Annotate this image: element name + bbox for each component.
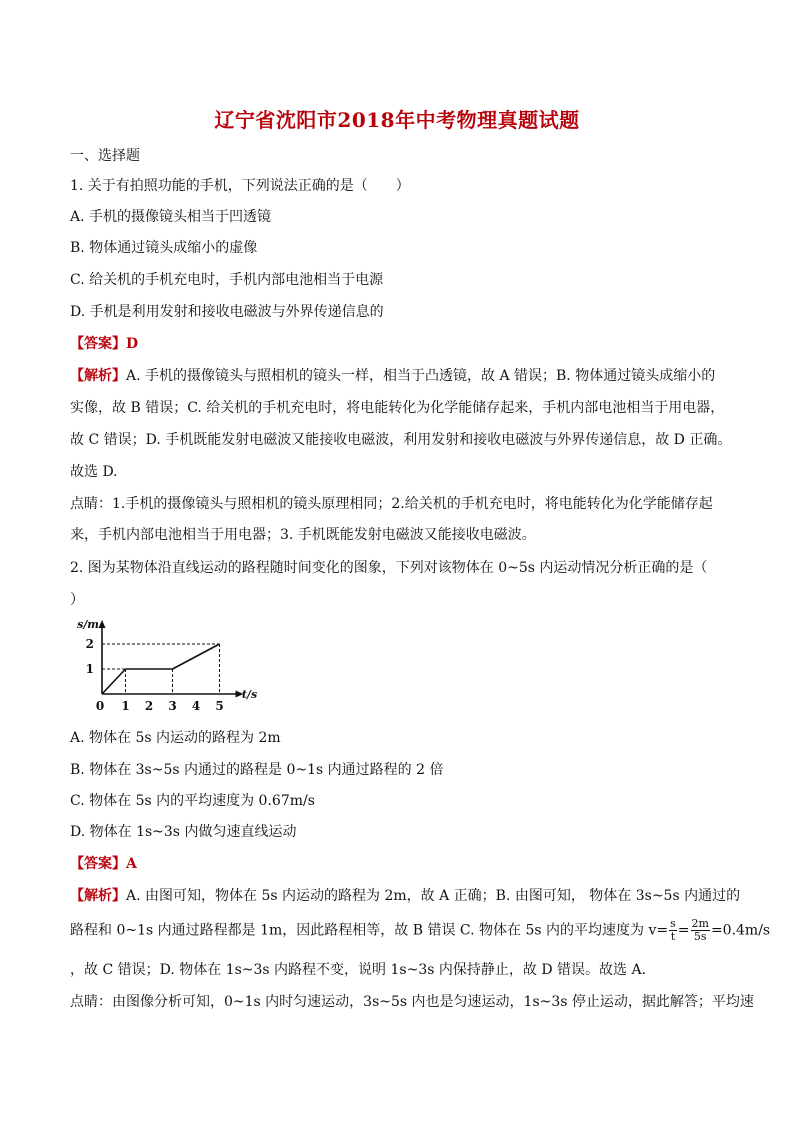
q1-analysis-text: A. 手机的摄像镜头与照相机的镜头一样，相当于凸透镜，故 A 错误；B. 物体通过镜头成缩小的 [126,368,716,384]
section-heading: 一、选择题 [70,148,140,164]
q2-option-c: C. 物体在 5s 内的平均速度为 0.67m/s [70,793,315,809]
fraction-numerator-s: s [670,917,676,930]
q1-option-d: D. 手机是利用发射和接收电磁波与外界传递信息的 [70,304,384,320]
x-tick-label: 3 [168,699,177,713]
q2-answer [70,854,137,874]
fraction-denominator-5s: 5s [693,930,707,943]
y-tick-label: 1 [85,662,94,676]
q1-tip-line-1: 点睛：1.手机的摄像镜头与照相机的镜头原理相同；2.给关机的手机充电时，将电能转化为化学能储存起 [70,496,713,512]
q1-analysis-line-3: 故 C 错误；D. 手机既能发射电磁波又能接收电磁波，利用发射和接收电磁波与外界传递信息，故 D 正确。 [70,432,732,448]
page-title: 辽宁省沈阳市2018年中考物理真题试题 [214,108,580,132]
q2-analysis-label: 【解析】 [70,888,126,904]
q1-analysis-label: 【解析】 [70,368,126,384]
q2-analysis-line-2 [70,918,770,943]
q1-option-a: A. 手机的摄像镜头相当于凹透镜 [70,209,272,225]
q1-option-c: C. 给关机的手机充电时，手机内部电池相当于电源 [70,272,384,288]
q1-analysis-line-1 [70,366,715,386]
velocity-result: =0.4m/s [710,922,771,939]
q2-stem-line-1: 2. 图为某物体沿直线运动的路程随时间变化的图象，下列对该物体在 0~5s 内运动情况分析正确的是（ [70,560,708,576]
q2-option-d: D. 物体在 1s~3s 内做匀速直线运动 [70,824,297,840]
q1-answer-label: 【答案】 [70,336,126,352]
fraction-numerator-2m: 2m [691,917,709,930]
q2-analysis-text: A. 由图可知，物体在 5s 内运动的路程为 2m，故 A 正确；B. 由图可知， 物体在 3s~5s 内通过的 [126,888,741,904]
q1-stem: 1. 关于有拍照功能的手机，下列说法正确的是（ ） [70,178,410,194]
series-segment [173,644,220,669]
y-axis-arrow [99,620,106,628]
fraction-denominator-t: t [670,930,676,943]
values-fraction [691,918,710,943]
origin-label: 0 [95,699,105,713]
q2-tip-line: 点睛：由图像分析可知，0~1s 内时匀速运动，3s~5s 内也是匀速运动，1s~3s 停止运动，据此解答；平均速 [70,994,754,1010]
q2-answer-value: A [126,856,137,872]
velocity-formula-fraction [669,918,677,943]
q1-analysis-line-2: 实像，故 B 错误；C. 给关机的手机充电时，将电能转化为化学能储存起来，手机内部电池相当于用电器， [70,400,725,416]
y-axis-label: s/m [77,620,99,631]
q2-option-b: B. 物体在 3s~5s 内通过的路程是 0~1s 内通过路程的 2 倍 [70,762,444,778]
equals-sign: = [677,922,690,939]
q1-answer-value: D [126,336,139,352]
x-tick-label: 1 [121,699,130,713]
distance-time-chart [72,620,272,720]
series-segment [102,669,126,694]
q1-answer [70,334,138,354]
q2-analysis-line-2-text: 路程和 0~1s 内通过路程都是 1m，因此路程相等，故 B 错误 C. 物体在 5s 内的平均速度为 v= [70,922,669,939]
q1-option-b: B. 物体通过镜头成缩小的虚像 [70,240,258,256]
x-axis-label: t/s [241,688,258,701]
x-tick-label: 2 [144,699,154,713]
x-tick-label: 4 [191,699,201,713]
q2-stem-line-2: ） [70,592,84,608]
q2-answer-label: 【答案】 [70,856,126,872]
q1-tip-line-2: 来，手机内部电池相当于用电器；3. 手机既能发射电磁波又能接收电磁波。 [70,527,536,543]
q2-analysis-line-1 [70,886,740,906]
x-tick-label: 5 [215,699,224,713]
q2-option-a: A. 物体在 5s 内运动的路程为 2m [70,730,281,746]
q2-analysis-line-3: ，故 C 错误；D. 物体在 1s~3s 内路程不变，说明 1s~3s 内保持静止，故 D 错误。故选 A. [70,962,647,978]
q1-analysis-line-4: 故选 D. [70,464,118,480]
y-tick-label: 2 [85,637,94,651]
